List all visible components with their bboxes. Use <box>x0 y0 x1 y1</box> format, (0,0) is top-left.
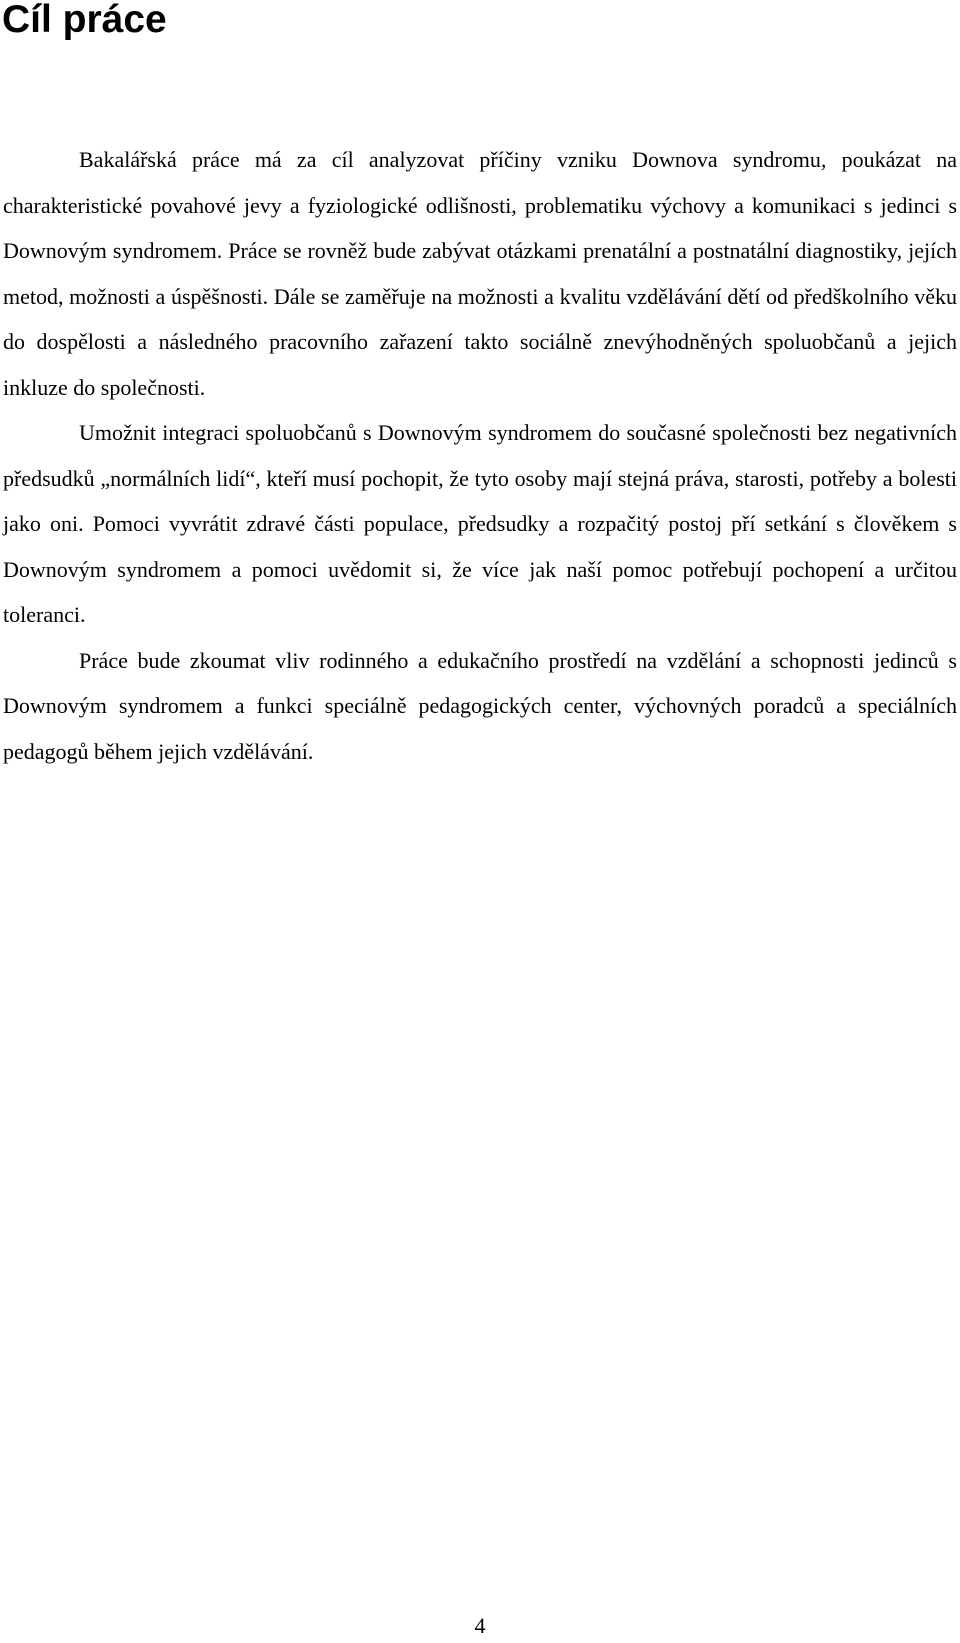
page-number: 4 <box>474 1613 486 1638</box>
paragraph-goals: Bakalářská práce má za cíl analyzovat příčiny vzniku Downova syndromu, poukázat na charakteristické povahové jevy a fyziologické odlišnosti, problematiku výchovy a komunikaci s jedinci s Downovým syndromem. Práce se rovněž bude zabývat otázkami prenatální a postnatální diagnostiky, jejích metod, možnosti a úspěšnosti. Dále se zaměřuje na možnosti a kvalitu vzdělávání dětí od předškolního věku do dospělosti a následného pracovního zařazení takto sociálně znevýhodněných spoluobčanů a jejich inkluze do společnosti. <box>3 147 957 400</box>
paragraph-research: Práce bude zkoumat vliv rodinného a edukačního prostředí na vzdělání a schopnosti jedinců s Downovým syndromem a funkci speciálně pedagogických center, výchovných poradců a speciálních pedagogů během jejich vzdělávání. <box>3 647 957 764</box>
body-text <box>3 137 957 774</box>
paragraph-integration: Umožnit integraci spoluobčanů s Downovým syndromem do současné společnosti bez negativních předsudků „normálních lidí“, kteří musí pochopit, že tyto osoby mají stejná práva, starosti, potřeby a bolesti jako oni. Pomoci vyvrátit zdravé části populace, předsudky a rozpačitý postoj pří setkání s člověkem s Downovým syndromem a pomoci uvědomit si, že více jak naší pomoc potřebují pochopení a určitou toleranci. <box>3 420 957 627</box>
page-title: Cíl práce <box>2 0 167 41</box>
